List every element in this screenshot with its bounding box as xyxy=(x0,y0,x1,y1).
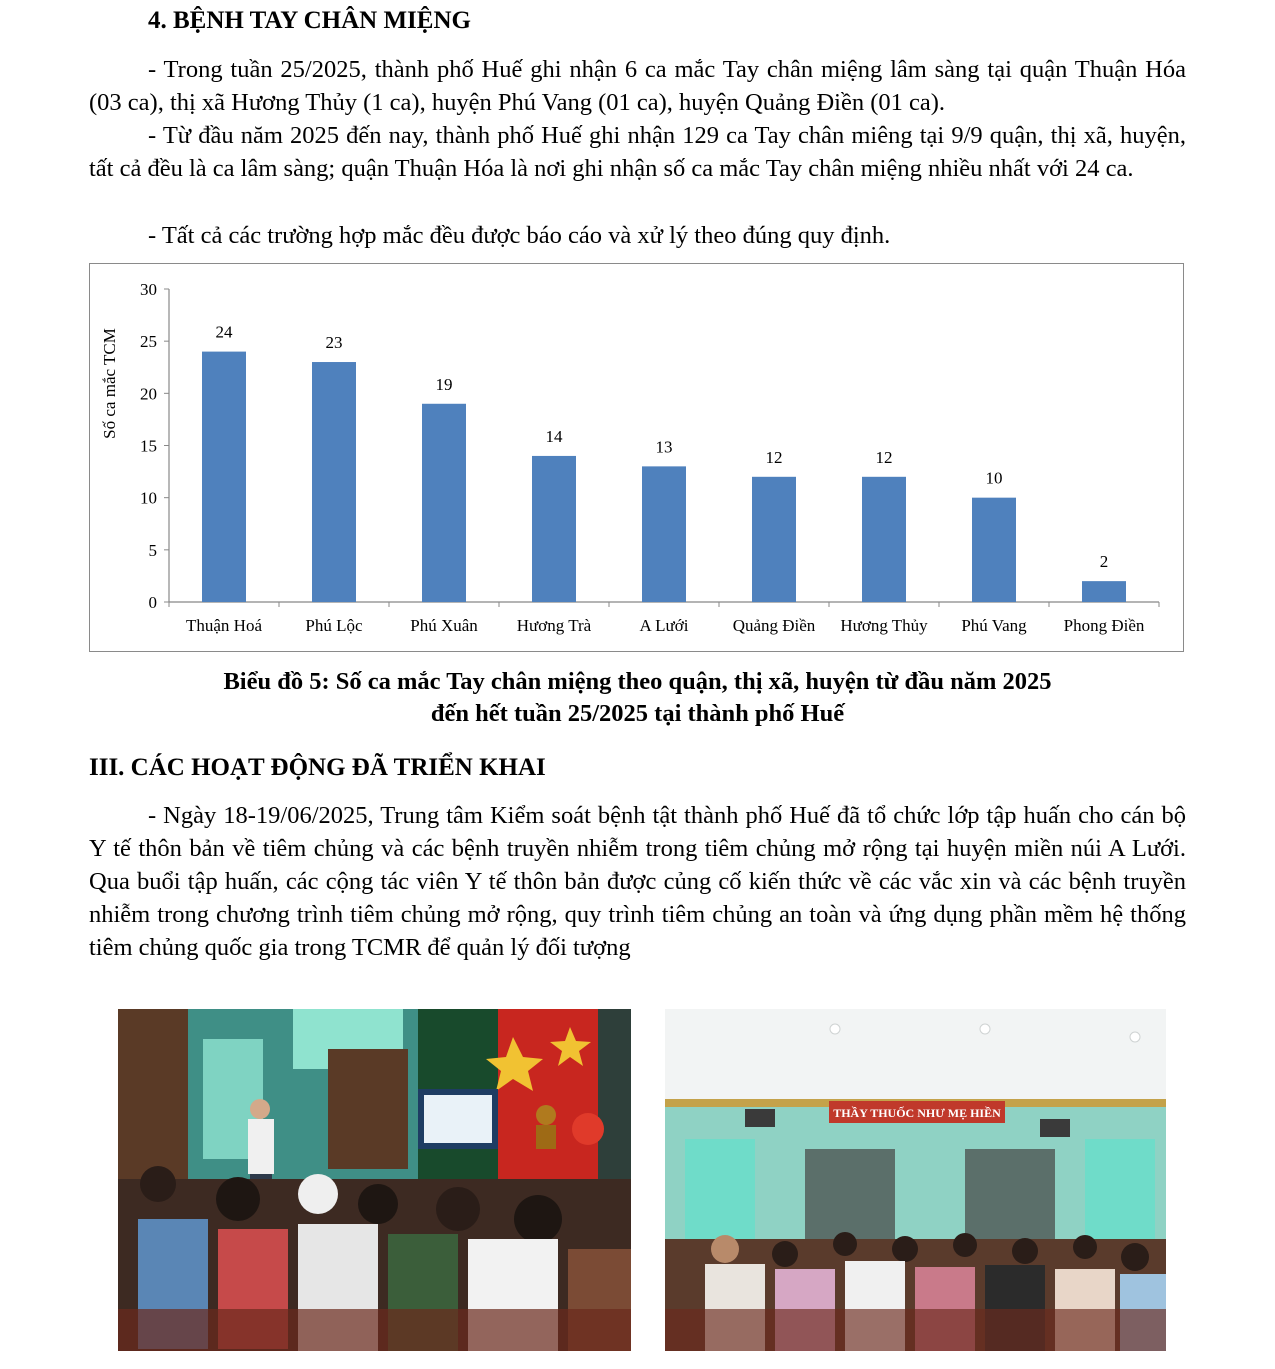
paragraph-yearly-cases: - Từ đầu năm 2025 đến nay, thành phố Huế ghi nhận 129 ca Tay chân miêng tại 9/9 quận, thị xã, huyện, tất cả đều là ca lâm sàng; quận Thuận Hóa là nơi ghi nhận số ca mắc Tay chân miệng nhiều nhất với 24 ca. xyxy=(89,122,1186,182)
paragraph-training: - Ngày 18-19/06/2025, Trung tâm Kiểm soát bệnh tật thành phố Huế đã tổ chức lớp tập huấn cho cán bộ Y tế thôn bản về tiêm chủng và các bệnh truyền nhiễm trong tiêm chủng mở rộng tại huyện miền núi A Lưới. Qua buổi tập huấn, các cộng tác viên Y tế thôn bản được củng cố kiến thức về các vắc xin và các bệnh truyền nhiễm trong chương trình tiêm chủng mở rộng, quy trình tiêm chủng an toàn và ứng dụng phần mềm hệ thống tiêm chủng quốc gia trong TCMR để quản lý đối tượng xyxy=(89,802,1186,961)
data-label: 12 xyxy=(875,447,893,467)
bar xyxy=(1082,581,1126,602)
bar xyxy=(862,477,906,602)
y-tick-label: 0 xyxy=(148,593,157,612)
data-label: 10 xyxy=(985,468,1003,488)
bar-chart xyxy=(89,263,1184,652)
category-label: Hương Trà xyxy=(516,616,592,635)
bar xyxy=(532,456,576,602)
training-photo-left xyxy=(118,1009,631,1351)
bar xyxy=(202,352,246,602)
data-label: 12 xyxy=(765,447,783,467)
y-tick-label: 25 xyxy=(140,332,157,352)
category-label: Phú Xuân xyxy=(410,616,478,635)
training-photo-right xyxy=(665,1009,1166,1351)
category-label: Thuận Hoá xyxy=(185,616,263,635)
data-label: 24 xyxy=(215,322,233,342)
section-heading-activities: III. CÁC HOẠT ĐỘNG ĐÃ TRIỂN KHAI xyxy=(89,754,546,781)
bar-chart-svg xyxy=(90,264,1183,651)
bar xyxy=(752,477,796,602)
y-tick-label: 30 xyxy=(140,280,157,299)
bar xyxy=(422,404,466,602)
data-label: 23 xyxy=(325,333,343,353)
paragraph-weekly-cases: - Trong tuần 25/2025, thành phố Huế ghi nhận 6 ca mắc Tay chân miệng lâm sàng tại quận Thuận Hóa (03 ca), thị xã Hương Thủy (1 ca), huyện Phú Vang (01 ca), huyện Quảng Điền (01 ca). xyxy=(89,56,1186,116)
paragraph-reporting: - Tất cả các trường hợp mắc đều được báo cáo và xử lý theo đúng quy định. xyxy=(148,222,891,249)
bar xyxy=(972,498,1016,602)
y-tick-label: 5 xyxy=(148,540,157,560)
category-label: Phú Vang xyxy=(961,616,1027,635)
y-tick-label: 10 xyxy=(140,488,157,508)
chart-caption-line-1: Biểu đồ 5: Số ca mắc Tay chân miệng theo quận, thị xã, huyện từ đầu năm 2025 xyxy=(223,668,1052,695)
category-label: Quảng Điền xyxy=(732,616,816,635)
section-heading-hfmd: 4. BỆNH TAY CHÂN MIỆNG xyxy=(148,7,471,34)
category-label: Phong Điền xyxy=(1063,616,1145,635)
data-label: 19 xyxy=(435,374,453,394)
chart-caption-line-2: đến hết tuần 25/2025 tại thành phố Huế xyxy=(430,700,845,727)
banner-text: THẦY THUỐC NHƯ MẸ HIỀN xyxy=(833,1106,1001,1120)
data-label: 13 xyxy=(655,437,673,457)
category-label: Phú Lộc xyxy=(305,616,363,635)
bar xyxy=(312,362,356,602)
category-label: A Lưới xyxy=(639,616,689,635)
y-tick-label: 20 xyxy=(140,384,157,404)
data-label: 2 xyxy=(1099,552,1109,572)
y-axis-label: Số ca mắc TCM xyxy=(100,328,119,439)
data-label: 14 xyxy=(545,426,563,446)
y-tick-label: 15 xyxy=(140,436,157,456)
category-label: Hương Thủy xyxy=(840,616,928,635)
bar xyxy=(642,466,686,602)
